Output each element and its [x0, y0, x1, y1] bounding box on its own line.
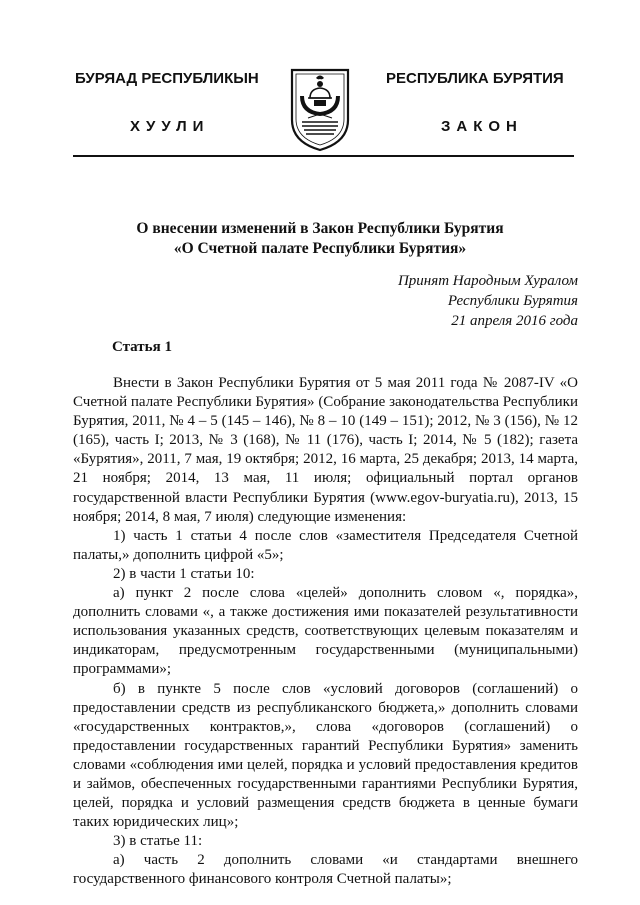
- document-title: [0, 219, 640, 259]
- title-line-1: О внесении изменений в Закон Республики Бурятия: [136, 220, 504, 237]
- paragraph: б) в пункте 5 после слов «условий договоров (соглашений) о предоставлении средств из республиканского бюджета,» дополнить словами «государственных контрактов,», слова «договоров (соглашений) о предоставлении государственных гарантий Республики Бурятия» заменить словами «соблюдения ими целей, порядка и условий предоставления кредитов и займов, обеспеченных государственными гарантиями Республики Бурятия, целей, порядка и условий размещения средств бюджета в ценные бумаги таких юридических лиц»;: [73, 680, 578, 831]
- header-right-line1: РЕСПУБЛИКА БУРЯТИЯ: [386, 70, 564, 87]
- paragraph: а) пункт 2 после слова «целей» дополнить словом «, порядка», дополнить словами «, а также достижения ими показателей результативности использования указанных средств, соответствующих целевым показателям и индикаторам, предусмотренным государственными (муниципальными) программами»;: [73, 585, 578, 678]
- adopted-line-3: 21 апреля 2016 года: [451, 313, 578, 329]
- header-divider: [73, 155, 574, 157]
- adopted-line-1: Принят Народным Хуралом: [397, 273, 578, 289]
- document-body: [73, 374, 578, 890]
- coat-of-arms-icon: [288, 68, 352, 152]
- adoption-info: [398, 271, 578, 331]
- paragraph: 3) в статье 11:: [113, 833, 203, 850]
- title-line-2: «О Счетной палате Республики Бурятия»: [173, 240, 467, 257]
- paragraph: 2) в части 1 статьи 10:: [113, 565, 255, 582]
- header-right-line2: ЗАКОН: [441, 118, 523, 135]
- paragraph: а) часть 2 дополнить словами «и стандартами внешнего государственного финансового контроля Счетной палаты»;: [73, 852, 578, 888]
- article-heading: Статья 1: [112, 339, 172, 355]
- paragraph: Внести в Закон Республики Бурятия от 5 мая 2011 года № 2087-IV «О Счетной палате Республики Бурятия» (Собрание законодательства Республики Бурятия, 2011, № 4 – 5 (145 – 146), № 8 – 10 (149 – 151); 2012, № 3 (156), № 12 (165), часть I; 2013, № 3 (168), № 11 (176), часть I; 2014, № 5 (182); газета «Бурятия», 2011, 7 мая, 19 октября; 2012, 16 марта, 25 декабря; 2013, 14 марта, 21 ноября; 2014, 13 мая, 11 июля; официальный портал органов государственной власти Республики Бурятия (www.egov-buryatia.ru), 2013, 15 ноября; 2014, 8 мая, 7 июля) следующие изменения:: [73, 375, 578, 525]
- header-left-line1: БУРЯАД РЕСПУБЛИКЫН: [75, 70, 259, 87]
- adopted-line-2: Республики Бурятия: [447, 293, 578, 309]
- paragraph: 1) часть 1 статьи 4 после слов «заместителя Председателя Счетной палаты,» дополнить цифрой «5»;: [73, 527, 578, 563]
- header-left-line2: ХУУЛИ: [130, 118, 210, 135]
